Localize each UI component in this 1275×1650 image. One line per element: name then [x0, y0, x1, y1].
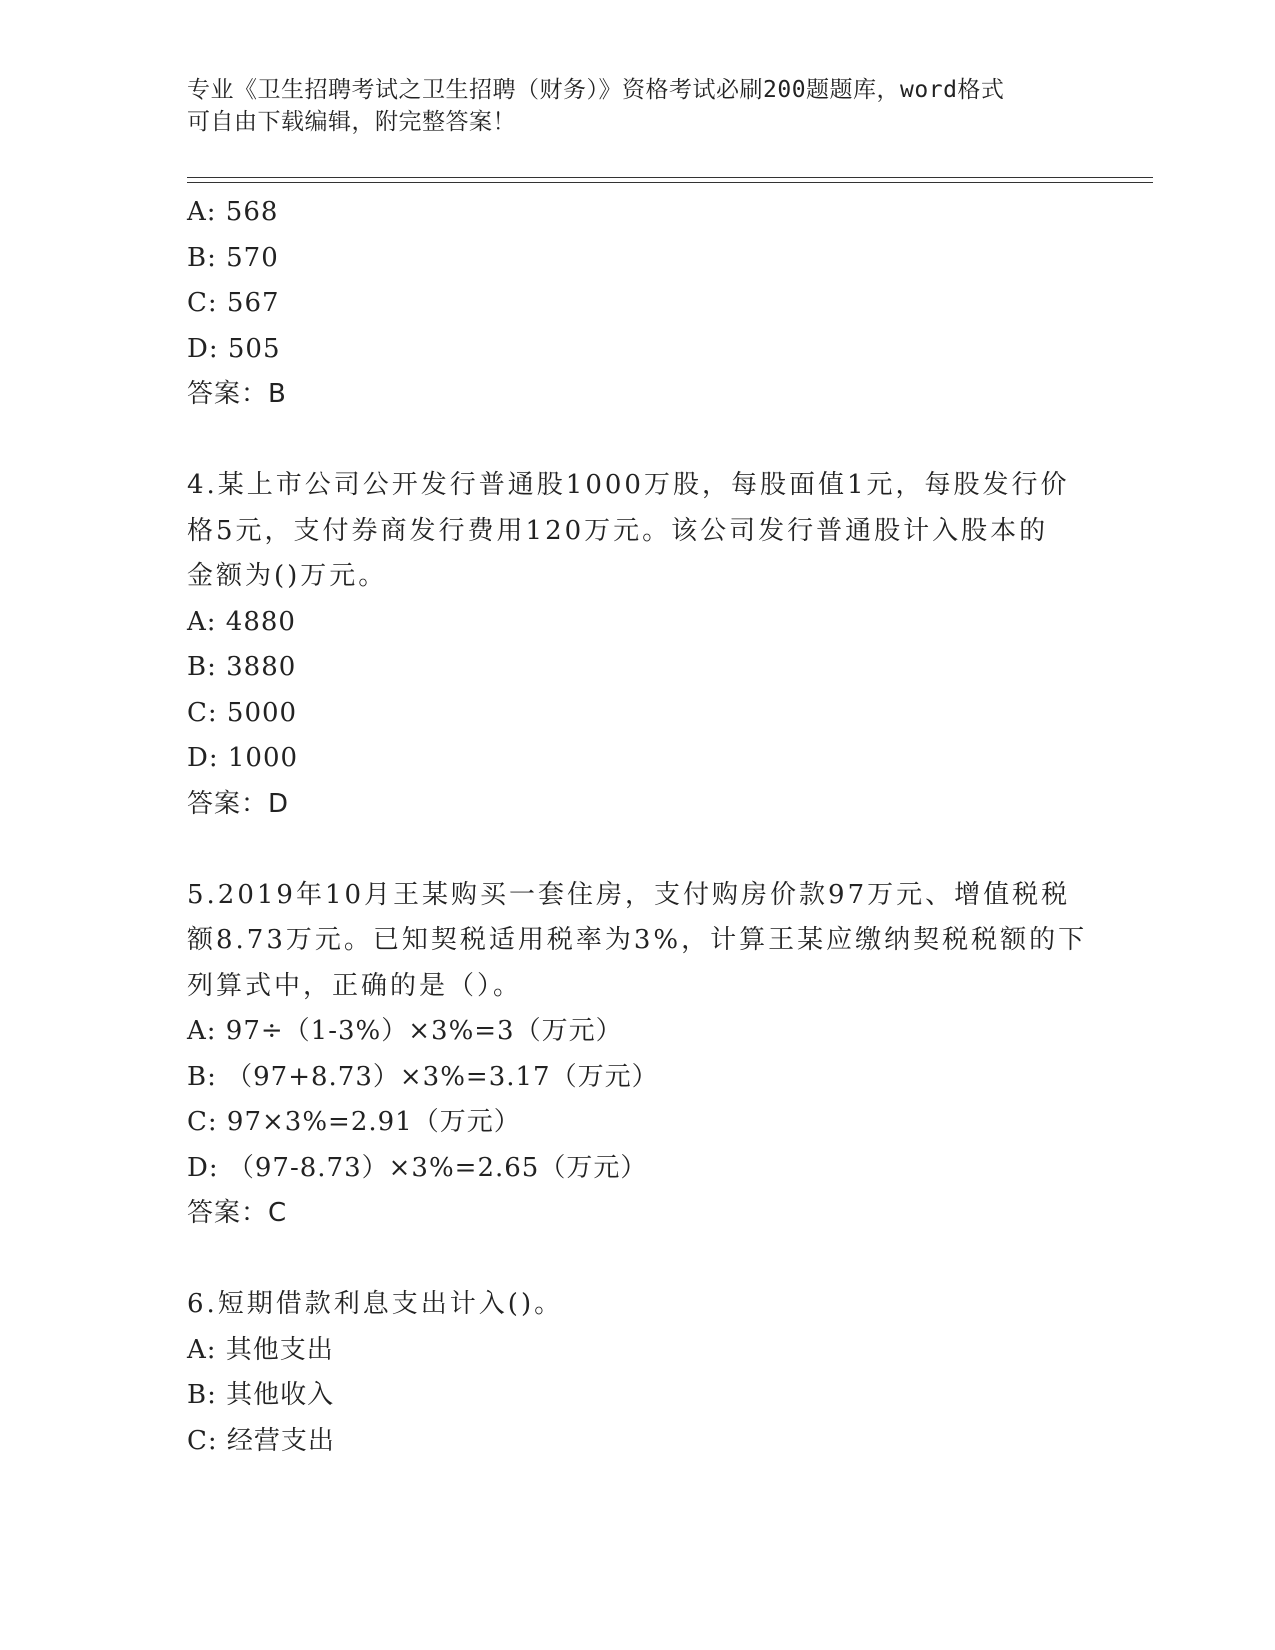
q4-stem-line-1: 4.某上市公司公开发行普通股1000万股，每股面值1元，每股发行价 [187, 470, 1070, 500]
q5-option-c: C: 97×3%=2.91（万元） [187, 1107, 521, 1137]
q5-stem-line-1: 5.2019年10月王某购买一套住房，支付购房价款97万元、增值税税 [187, 879, 1071, 910]
q4-option-a: A: 4880 [187, 606, 296, 637]
q5-answer: 答案：C [187, 1198, 288, 1228]
question-4 [187, 463, 1087, 827]
q6-option-b: B: 其他收入 [187, 1380, 335, 1410]
q4-stem-line-2: 格5元，支付券商发行费用120万元。该公司发行普通股计入股本的 [187, 515, 1049, 546]
q6-stem-line-1: 6.短期借款利息支出计入()。 [187, 1289, 564, 1319]
spacer [187, 1237, 1087, 1283]
question-list [187, 190, 1087, 1464]
q3-option-c: C: 567 [187, 288, 280, 318]
q4-option-d: D: 1000 [187, 743, 299, 773]
q4-option-b: B: 3880 [187, 652, 297, 682]
q4-option-c: C: 5000 [187, 697, 298, 728]
q4-answer: 答案：D [187, 788, 290, 819]
question-3 [187, 190, 1087, 418]
document-header [187, 74, 1067, 138]
q3-option-b: B: 570 [187, 242, 279, 273]
q3-option-a: A: 568 [187, 197, 279, 227]
header-divider-top [187, 177, 1153, 178]
q4-stem-line-3: 金额为()万元。 [187, 561, 388, 591]
q5-option-b: B: （97+8.73）×3%=3.17（万元） [187, 1061, 659, 1092]
spacer [187, 827, 1087, 873]
q5-option-a: A: 97÷（1-3%）×3%=3（万元） [187, 1016, 623, 1046]
header-title-line-1: 专业《卫生招聘考试之卫生招聘（财务）》资格考试必刷200题题库，word格式 [187, 77, 1005, 103]
q5-stem-line-3: 列算式中，正确的是（）。 [187, 970, 523, 1001]
q5-stem-line-2: 额8.73万元。已知契税适用税率为3%，计算王某应缴纳契税税额的下 [187, 925, 1088, 955]
header-title-line-2: 可自由下载编辑，附完整答案！ [187, 109, 516, 135]
q6-option-c: C: 经营支出 [187, 1425, 335, 1456]
q6-option-a: A: 其他支出 [187, 1334, 334, 1365]
q3-option-d: D: 505 [187, 333, 281, 364]
q3-answer: 答案：B [187, 379, 287, 409]
q5-option-d: D: （97-8.73）×3%=2.65（万元） [187, 1152, 648, 1183]
question-5 [187, 873, 1087, 1237]
question-6 [187, 1282, 1087, 1464]
header-divider-bottom [187, 182, 1153, 183]
spacer [187, 418, 1087, 464]
